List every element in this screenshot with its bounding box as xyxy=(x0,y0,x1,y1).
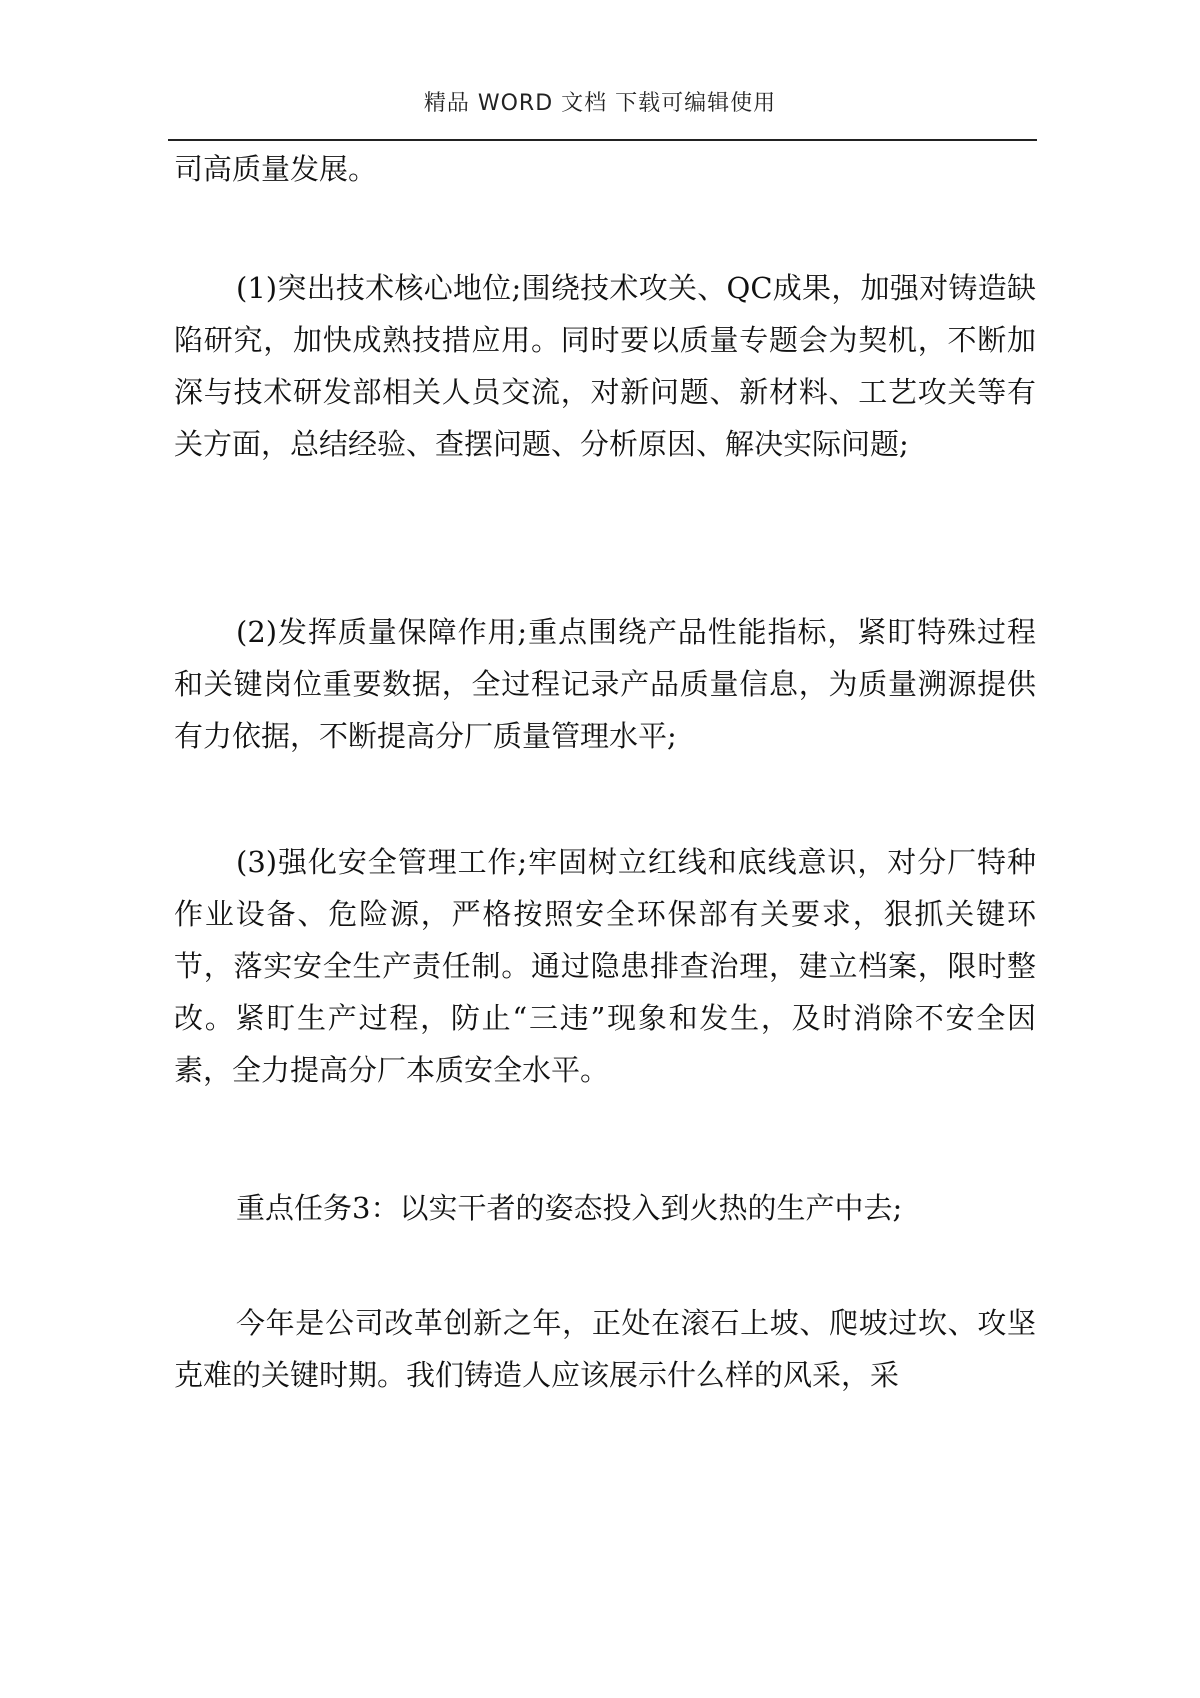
header-divider xyxy=(168,139,1037,141)
page-header: 精品 WORD 文档 下载可编辑使用 xyxy=(423,91,777,116)
paragraph-item-1: (1)突出技术核心地位;围绕技术攻关、QC成果，加强对铸造缺陷研究，加快成熟技措应用。同时要以质量专题会为契机，不断加深与技术研发部相关人员交流，对新问题、新材料、工艺攻关等有关方面，总结经验、查摆问题、分析原因、解决实际问题; xyxy=(174,271,1036,461)
paragraph-item-3: (3)强化安全管理工作;牢固树立红线和底线意识，对分厂特种作业设备、危险源，严格按照安全环保部有关要求，狠抓关键环节，落实安全生产责任制。通过隐患排查治理，建立档案，限时整改。紧盯生产过程，防止“三违”现象和发生，及时消除不安全因素，全力提高分厂本质安全水平。 xyxy=(174,845,1036,1087)
paragraph-intro: 今年是公司改革创新之年，正处在滚石上坡、爬坡过坎、攻坚克难的关键时期。我们铸造人应该展示什么样的风采，采 xyxy=(174,1306,1036,1392)
key-task-heading: 重点任务3：以实干者的姿态投入到火热的生产中去; xyxy=(236,1191,903,1225)
paragraph-continuation: 司高质量发展。 xyxy=(174,152,378,186)
paragraph-item-2: (2)发挥质量保障作用;重点围绕产品性能指标，紧盯特殊过程和关键岗位重要数据，全过程记录产品质量信息，为质量溯源提供有力依据，不断提高分厂质量管理水平; xyxy=(174,615,1036,753)
